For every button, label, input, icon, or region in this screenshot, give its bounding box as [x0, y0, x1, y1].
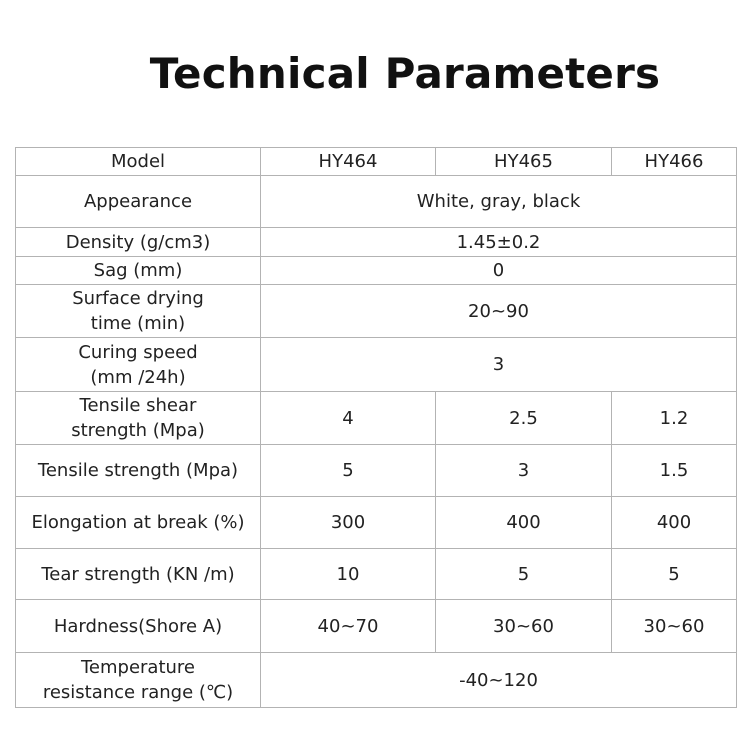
row-shared-value: White, gray, black: [261, 176, 737, 228]
row-value-hy464: 5: [261, 445, 436, 497]
row-value-hy466: 30~60: [612, 600, 737, 653]
table-row-appearance: [16, 176, 737, 228]
row-shared-value: 3: [261, 338, 737, 392]
row-value-hy464: 4: [261, 392, 436, 445]
row-value-hy465: 30~60: [436, 600, 612, 653]
header-model-hy464: HY464: [261, 148, 436, 176]
header-model-hy465: HY465: [436, 148, 612, 176]
table-row-hardness: [16, 600, 737, 653]
parameters-table: [15, 147, 737, 708]
row-label: Sag (mm): [16, 257, 261, 285]
header-model-label: Model: [16, 148, 261, 176]
row-value-hy464: 300: [261, 497, 436, 549]
row-label: Tensile shear strength (Mpa): [16, 392, 261, 445]
table-row-tensile-shear: [16, 392, 737, 445]
row-value-hy466: 400: [612, 497, 737, 549]
table-row-surface-drying: [16, 285, 737, 338]
row-label: Tear strength (KN /m): [16, 549, 261, 600]
table-row-sag: [16, 257, 737, 285]
row-value-hy466: 1.5: [612, 445, 737, 497]
table-row-tensile-strength: [16, 445, 737, 497]
table-row-temperature: [16, 653, 737, 708]
row-label: Density (g/cm3): [16, 228, 261, 257]
table-row-tear-strength: [16, 549, 737, 600]
row-label: Appearance: [16, 176, 261, 228]
row-shared-value: -40~120: [261, 653, 737, 708]
row-value-hy464: 40~70: [261, 600, 436, 653]
row-label: Elongation at break (%): [16, 497, 261, 549]
row-shared-value: 0: [261, 257, 737, 285]
row-value-hy464: 10: [261, 549, 436, 600]
row-label: Temperature resistance range (℃): [16, 653, 261, 708]
row-value-hy465: 400: [436, 497, 612, 549]
table-header-row: [16, 148, 737, 176]
table-row-elongation: [16, 497, 737, 549]
row-label: Curing speed (mm /24h): [16, 338, 261, 392]
row-label: Hardness(Shore A): [16, 600, 261, 653]
row-shared-value: 1.45±0.2: [261, 228, 737, 257]
table-row-curing-speed: [16, 338, 737, 392]
row-label: Surface drying time (min): [16, 285, 261, 338]
header-model-hy466: HY466: [612, 148, 737, 176]
row-label: Tensile strength (Mpa): [16, 445, 261, 497]
row-value-hy466: 1.2: [612, 392, 737, 445]
table-row-density: [16, 228, 737, 257]
row-value-hy465: 3: [436, 445, 612, 497]
row-value-hy466: 5: [612, 549, 737, 600]
row-shared-value: 20~90: [261, 285, 737, 338]
row-value-hy465: 5: [436, 549, 612, 600]
page-title: Technical Parameters: [149, 49, 661, 98]
row-value-hy465: 2.5: [436, 392, 612, 445]
